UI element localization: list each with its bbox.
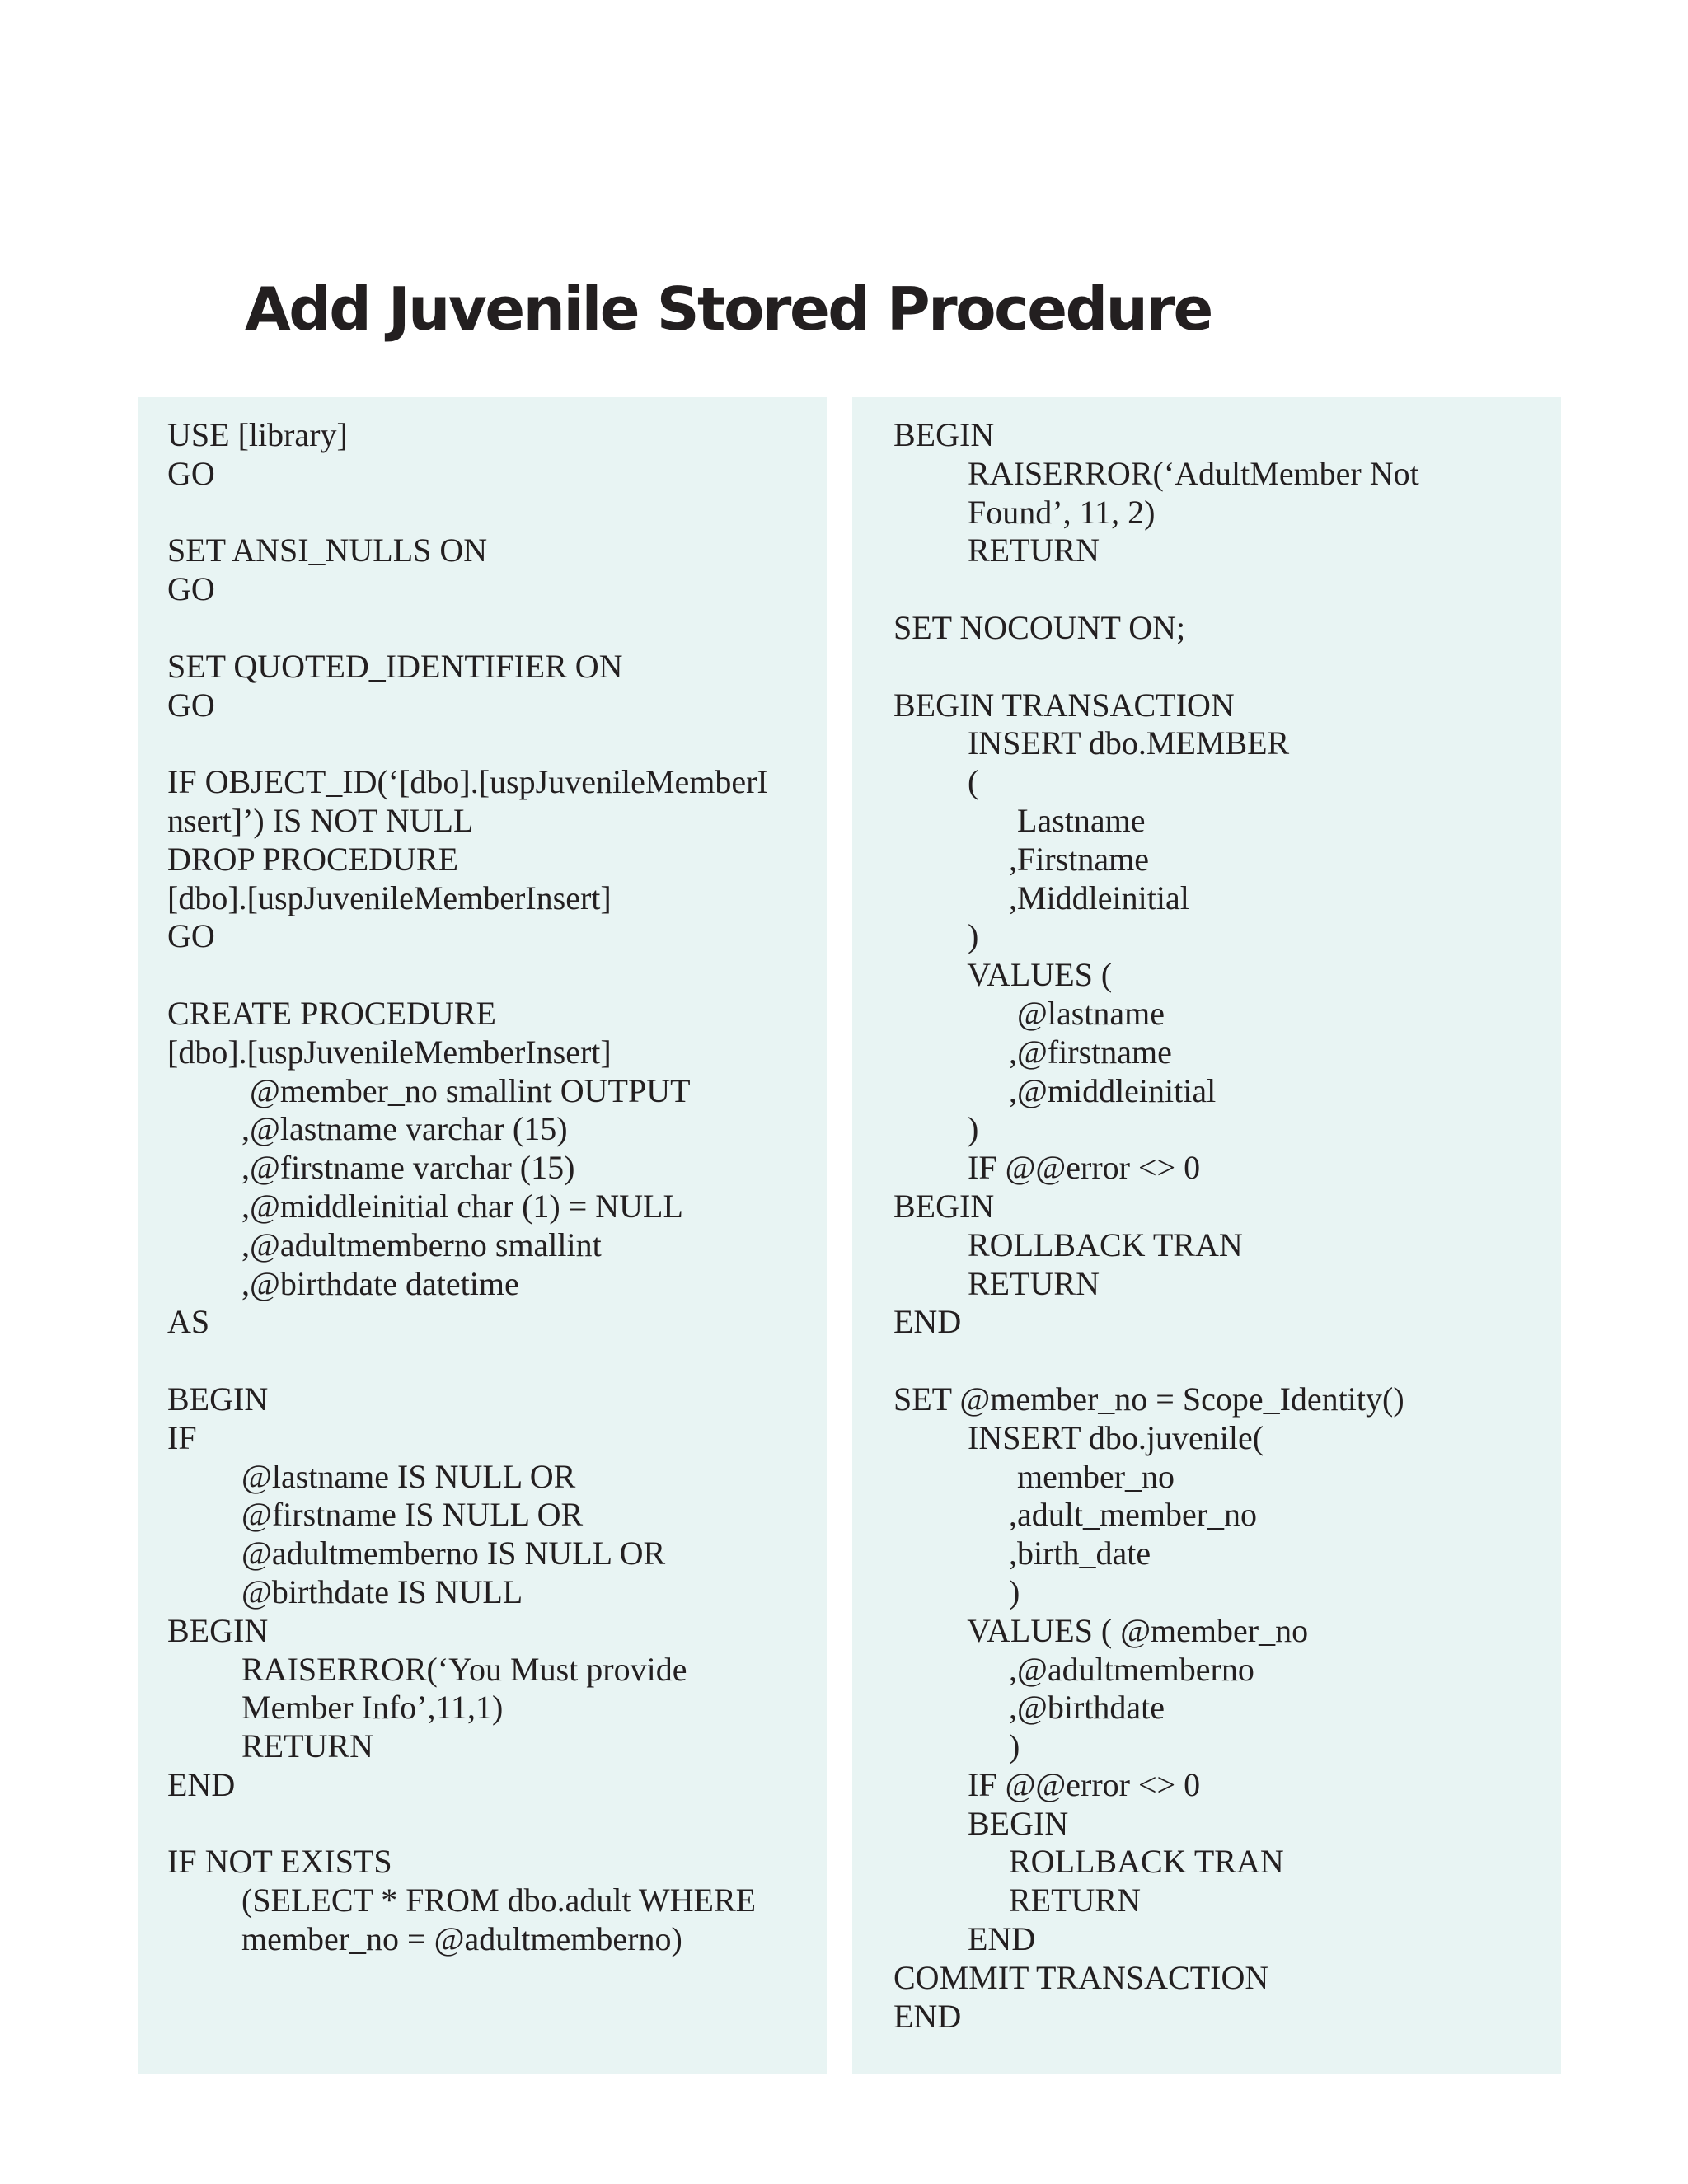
code-line: member_no = @adultmemberno) — [167, 1920, 682, 1958]
code-line — [893, 647, 1419, 686]
code-line — [893, 569, 1419, 608]
code-line: COMMIT TRANSACTION — [893, 1958, 1269, 1996]
code-line — [167, 1804, 768, 1843]
code-line: END — [893, 1920, 1036, 1958]
code-line: IF NOT EXISTS — [167, 1843, 392, 1881]
code-line: BEGIN — [893, 416, 995, 453]
code-line: @lastname IS NULL OR — [167, 1457, 576, 1495]
code-line: ) — [893, 1727, 1020, 1765]
code-line: ,adult_member_no — [893, 1496, 1258, 1534]
code-line: ,birth_date — [893, 1535, 1151, 1572]
code-line: ,@middleinitial — [893, 1071, 1217, 1109]
code-line: member_no — [893, 1457, 1175, 1495]
code-line: SET NOCOUNT ON; — [893, 608, 1186, 646]
code-line: @lastname — [893, 994, 1165, 1032]
code-line: ,Firstname — [893, 840, 1149, 878]
code-line: RETURN — [893, 1264, 1100, 1302]
code-line — [893, 1341, 1419, 1380]
code-line: VALUES ( — [893, 956, 1113, 994]
code-line: SET @member_no = Scope_Identity() — [893, 1380, 1404, 1418]
code-line: RAISERROR(‘AdultMember Not — [893, 454, 1419, 492]
code-line: GO — [167, 570, 215, 608]
code-line: CREATE PROCEDURE — [167, 994, 496, 1032]
code-line — [167, 608, 768, 647]
code-line: SET QUOTED_IDENTIFIER ON — [167, 647, 623, 685]
code-line — [167, 493, 768, 532]
code-line: GO — [167, 917, 215, 955]
code-line — [167, 1341, 768, 1380]
code-line: RETURN — [893, 1882, 1141, 1919]
code-line: SET ANSI_NULLS ON — [167, 532, 488, 569]
code-line: ) — [893, 1572, 1020, 1610]
code-line: nsert]’) IS NOT NULL — [167, 801, 474, 839]
code-line: BEGIN TRANSACTION — [893, 686, 1235, 724]
code-line: ) — [893, 1110, 979, 1148]
code-line: IF — [167, 1418, 197, 1456]
code-line: ,@firstname varchar (15) — [167, 1149, 575, 1187]
code-line: @birthdate IS NULL — [167, 1572, 523, 1610]
code-line: Found’, 11, 2) — [893, 493, 1156, 531]
code-line: IF @@error <> 0 — [893, 1149, 1201, 1187]
code-line: BEGIN — [893, 1804, 1069, 1842]
code-lines-right — [893, 415, 1419, 2035]
code-line: @member_no smallint OUTPUT — [167, 1071, 691, 1109]
code-line: INSERT dbo.juvenile( — [893, 1418, 1264, 1456]
code-line: ROLLBACK TRAN — [893, 1226, 1243, 1263]
code-line: @firstname IS NULL OR — [167, 1496, 584, 1534]
code-line: ( — [893, 763, 979, 801]
code-line: DROP PROCEDURE — [167, 840, 459, 878]
code-lines-left — [167, 415, 768, 1958]
page-title: Add Juvenile Stored Procedure — [245, 274, 1212, 344]
code-line: AS — [167, 1303, 210, 1341]
code-line: Member Info’,11,1) — [167, 1689, 504, 1727]
code-line: ,@middleinitial char (1) = NULL — [167, 1187, 683, 1225]
code-line: RETURN — [167, 1727, 373, 1765]
code-line: END — [893, 1997, 962, 2035]
code-line: ,@adultmemberno — [893, 1650, 1254, 1688]
code-line: RAISERROR(‘You Must provide — [167, 1650, 687, 1688]
code-line: ,@birthdate — [893, 1689, 1165, 1727]
code-line: ,@firstname — [893, 1033, 1172, 1071]
code-line: BEGIN — [893, 1187, 995, 1225]
code-line: ,@adultmemberno smallint — [167, 1226, 602, 1263]
code-line: [dbo].[uspJuvenileMemberInsert] — [167, 879, 612, 916]
code-line: ROLLBACK TRAN — [893, 1843, 1284, 1881]
code-line: [dbo].[uspJuvenileMemberInsert] — [167, 1033, 612, 1071]
code-line: GO — [167, 454, 215, 492]
code-line: ,Middleinitial — [893, 879, 1189, 916]
code-line: USE [library] — [167, 416, 348, 453]
code-line: GO — [167, 686, 215, 724]
code-line: BEGIN — [167, 1611, 269, 1649]
code-line: Lastname — [893, 801, 1146, 839]
code-panel-left — [138, 397, 827, 2074]
code-line — [167, 724, 768, 762]
code-line: @adultmemberno IS NULL OR — [167, 1535, 666, 1572]
code-line: END — [893, 1303, 962, 1341]
code-line: IF OBJECT_ID(‘[dbo].[uspJuvenileMemberI — [167, 763, 768, 801]
code-line: ,@birthdate datetime — [167, 1264, 519, 1302]
code-line: END — [167, 1765, 236, 1803]
code-line: RETURN — [893, 532, 1100, 569]
code-line: BEGIN — [167, 1380, 269, 1418]
code-line: (SELECT * FROM dbo.adult WHERE — [167, 1882, 757, 1919]
code-line: ) — [893, 917, 979, 955]
code-panel-right — [852, 397, 1561, 2074]
code-line: IF @@error <> 0 — [893, 1765, 1201, 1803]
code-line: INSERT dbo.MEMBER — [893, 724, 1290, 762]
code-line — [167, 955, 768, 994]
code-line: VALUES ( @member_no — [893, 1611, 1309, 1649]
code-line: ,@lastname varchar (15) — [167, 1110, 568, 1148]
